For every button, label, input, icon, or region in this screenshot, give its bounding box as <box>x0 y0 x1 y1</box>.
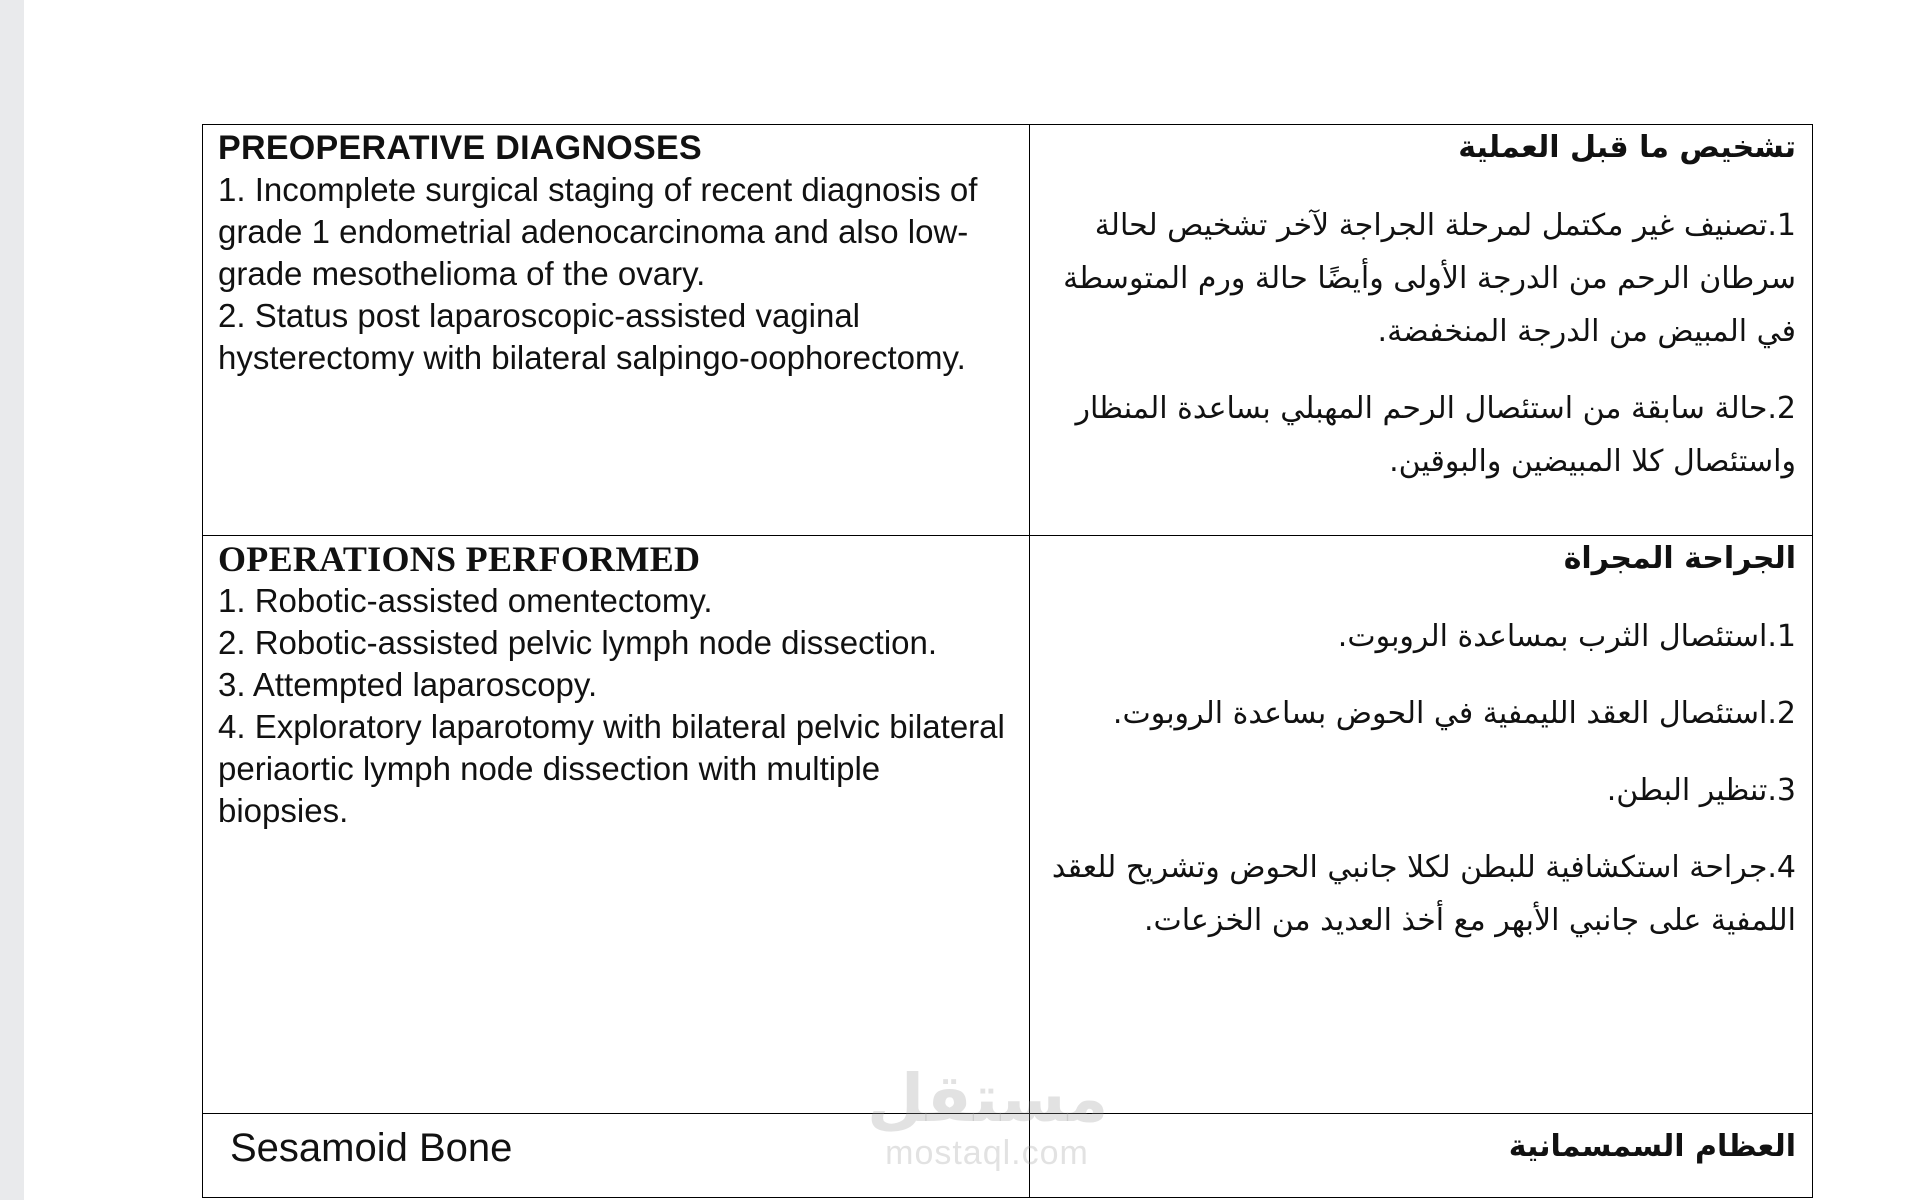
list-item: 2.استئصال العقد الليمفية في الحوض بساعدة الروبوت. <box>1112 696 1796 731</box>
list-item: 1. Incomplete surgical staging of recent diagnosis of grade 1 endometrial adenocarcinoma and also low-grade mesothelioma of the ovary. <box>218 171 978 292</box>
table-row-bone <box>203 1114 1813 1198</box>
term-ar: العظام السمسمانية <box>1508 1129 1796 1164</box>
list-item: 4.جراحة استكشافية للبطن لكلا جانبي الحوض وتشريح للعقد اللمفية على جانبي الأبهر مع أخذ العديد من الخزعات. <box>1051 850 1796 938</box>
cell-en-bone <box>203 1114 1030 1198</box>
list-item: 1.استئصال الثرب بمساعدة الروبوت. <box>1337 619 1796 654</box>
heading-operations-ar: الجراحة المجراة <box>1563 541 1796 576</box>
list-item: 1. Robotic-assisted omentectomy. <box>218 582 713 619</box>
list-item: 1.تصنيف غير مكتمل لمرحلة الجراجة لآخر تشخيص لحالة سرطان الرحم من الدرجة الأولى وأيضًا حالة ورم المتوسطة في المبيض من الدرجة المنخفضة. <box>1063 208 1796 349</box>
heading-preoperative-ar: تشخيص ما قبل العملية <box>1458 130 1796 165</box>
cell-ar-operations <box>1030 536 1813 1114</box>
heading-preoperative-en: PREOPERATIVE DIAGNOSES <box>218 129 702 167</box>
list-item: 4. Exploratory laparotomy with bilateral pelvic bilateral periaortic lymph node dissection with multiple biopsies. <box>218 708 1005 829</box>
watermark-en-text: mostaql.com <box>885 1134 1089 1172</box>
cell-en-preoperative <box>203 125 1030 536</box>
watermark-ar-text: مستقل <box>867 1060 1109 1137</box>
cell-ar-preoperative <box>1030 125 1813 536</box>
list-item: 3.تنظير البطن. <box>1606 773 1796 808</box>
list-item: 3. Attempted laparoscopy. <box>218 666 598 703</box>
cell-en-operations <box>203 536 1030 1114</box>
table-row-preoperative <box>203 125 1813 536</box>
list-item: 2.حالة سابقة من استئصال الرحم المهبلي بساعدة المنظار واستئصال كلا المبيضين والبوقين. <box>1075 391 1796 479</box>
translation-table <box>202 124 1813 1198</box>
document-page <box>24 0 1920 1200</box>
cell-ar-bone <box>1030 1114 1813 1198</box>
list-item: 2. Status post laparoscopic-assisted vaginal hysterectomy with bilateral salpingo-oophorectomy. <box>218 297 966 376</box>
list-item: 2. Robotic-assisted pelvic lymph node dissection. <box>218 624 938 661</box>
heading-operations-en: OPERATIONS PERFORMED <box>218 539 701 579</box>
term-en: Sesamoid Bone <box>230 1126 513 1170</box>
table-row-operations <box>203 536 1813 1114</box>
